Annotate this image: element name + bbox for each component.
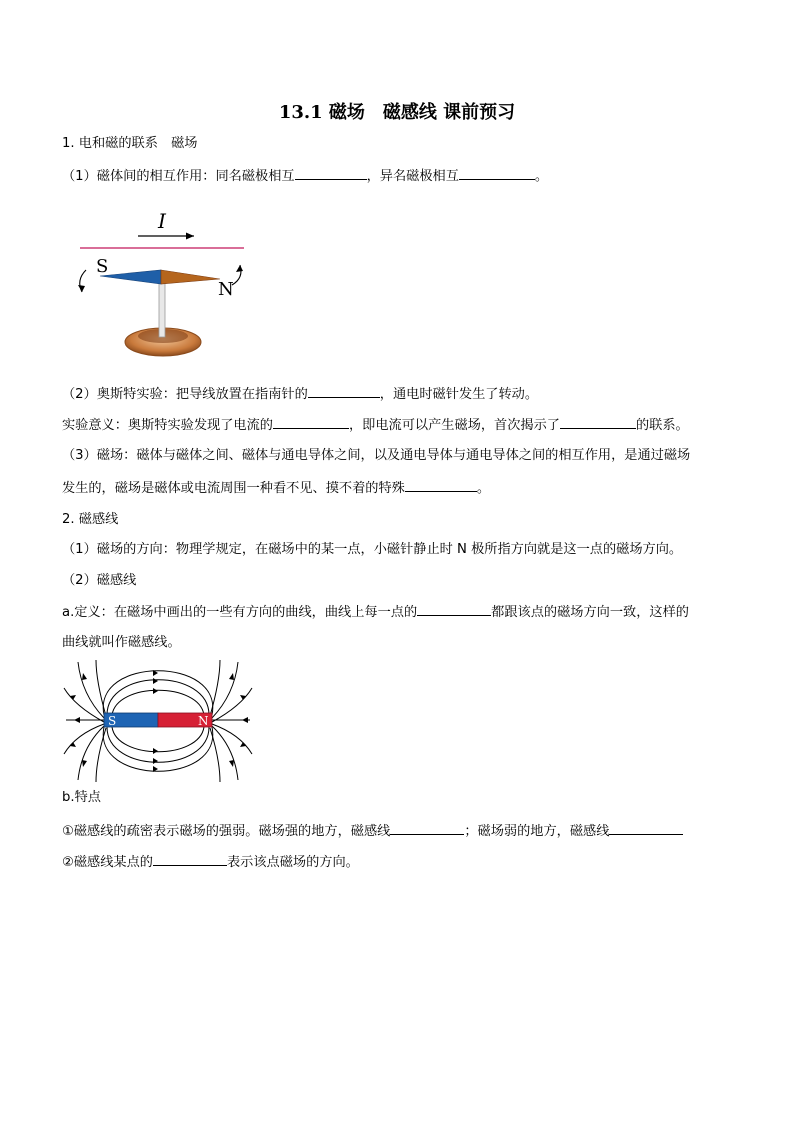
text: 都跟该点的磁场方向一致，这样的 xyxy=(491,605,689,620)
text: ①磁感线的疏密表示磁场的强弱。磁场强的地方，磁感线 xyxy=(62,824,391,839)
para-feature-1 xyxy=(62,821,683,842)
text: ；磁场弱的地方，磁感线 xyxy=(464,824,610,839)
para-magnetic-interaction xyxy=(62,166,548,187)
text: （1）磁体间的相互作用：同名磁极相互 xyxy=(62,169,295,184)
needle-stand xyxy=(159,282,165,337)
text: ，通电时磁针发生了转动。 xyxy=(379,387,539,402)
para-definition-l2: 曲线就叫作磁感线。 xyxy=(62,635,181,650)
para-significance xyxy=(62,415,689,436)
para-oersted xyxy=(62,384,538,405)
answer-blank[interactable] xyxy=(459,166,535,180)
pole-n-label: N xyxy=(218,279,234,300)
text: ，即电流可以产生磁场，首次揭示了 xyxy=(349,418,560,433)
page-title: 13.1 磁场 磁感线 课前预习 xyxy=(278,102,516,123)
text: 的联系。 xyxy=(636,418,689,433)
answer-blank[interactable] xyxy=(308,384,380,398)
text: 。 xyxy=(534,169,549,184)
current-arrow-head xyxy=(186,233,194,240)
text: a.定义：在磁场中画出的一些有方向的曲线，曲线上每一点的 xyxy=(62,605,418,620)
text: 。 xyxy=(476,481,491,496)
answer-blank[interactable] xyxy=(273,415,349,429)
para-features: b.特点 xyxy=(62,790,101,805)
answer-blank[interactable] xyxy=(295,166,367,180)
section-2-heading: 2. 磁感线 xyxy=(62,512,119,527)
oersted-experiment-figure xyxy=(60,200,260,365)
needle-south xyxy=(100,270,161,284)
arrow-head xyxy=(78,285,85,292)
pole-s-label: S xyxy=(96,256,109,277)
current-label: I xyxy=(158,209,166,233)
answer-blank[interactable] xyxy=(560,415,636,429)
answer-blank[interactable] xyxy=(153,852,227,866)
needle-north xyxy=(161,270,220,284)
magnet-n-label: N xyxy=(198,714,209,728)
answer-blank[interactable] xyxy=(390,821,464,835)
arrow-head xyxy=(236,265,243,272)
para-definition-l1 xyxy=(62,602,689,623)
para-field-direction: （1）磁场的方向：物理学规定，在磁场中的某一点，小磁针静止时 N 极所指方向就是这一点的磁场方向。 xyxy=(62,542,683,557)
text: ，异名磁极相互 xyxy=(366,169,459,184)
para-feature-2 xyxy=(62,852,359,873)
answer-blank[interactable] xyxy=(609,821,683,835)
section-1-heading: 1. 电和磁的联系 磁场 xyxy=(62,136,198,151)
para-field-lines-heading: （2）磁感线 xyxy=(62,573,137,588)
text: （2）奥斯特实验：把导线放置在指南针的 xyxy=(62,387,308,402)
text: 发生的，磁场是磁体或电流周围一种看不见、摸不着的特殊 xyxy=(62,481,405,496)
para-magnetic-field-l2 xyxy=(62,478,490,499)
text: 实验意义：奥斯特实验发现了电流的 xyxy=(62,418,273,433)
text: 表示该点磁场的方向。 xyxy=(226,855,359,870)
answer-blank[interactable] xyxy=(405,478,477,492)
para-magnetic-field-l1: （3）磁场：磁体与磁体之间、磁体与通电导体之间，以及通电导体与通电导体之间的相互作用，是通过磁场 xyxy=(62,448,691,463)
magnet-s-label: S xyxy=(108,714,117,728)
bar-magnet-field-figure xyxy=(62,660,254,782)
answer-blank[interactable] xyxy=(417,602,491,616)
text: ②磁感线某点的 xyxy=(62,855,153,870)
